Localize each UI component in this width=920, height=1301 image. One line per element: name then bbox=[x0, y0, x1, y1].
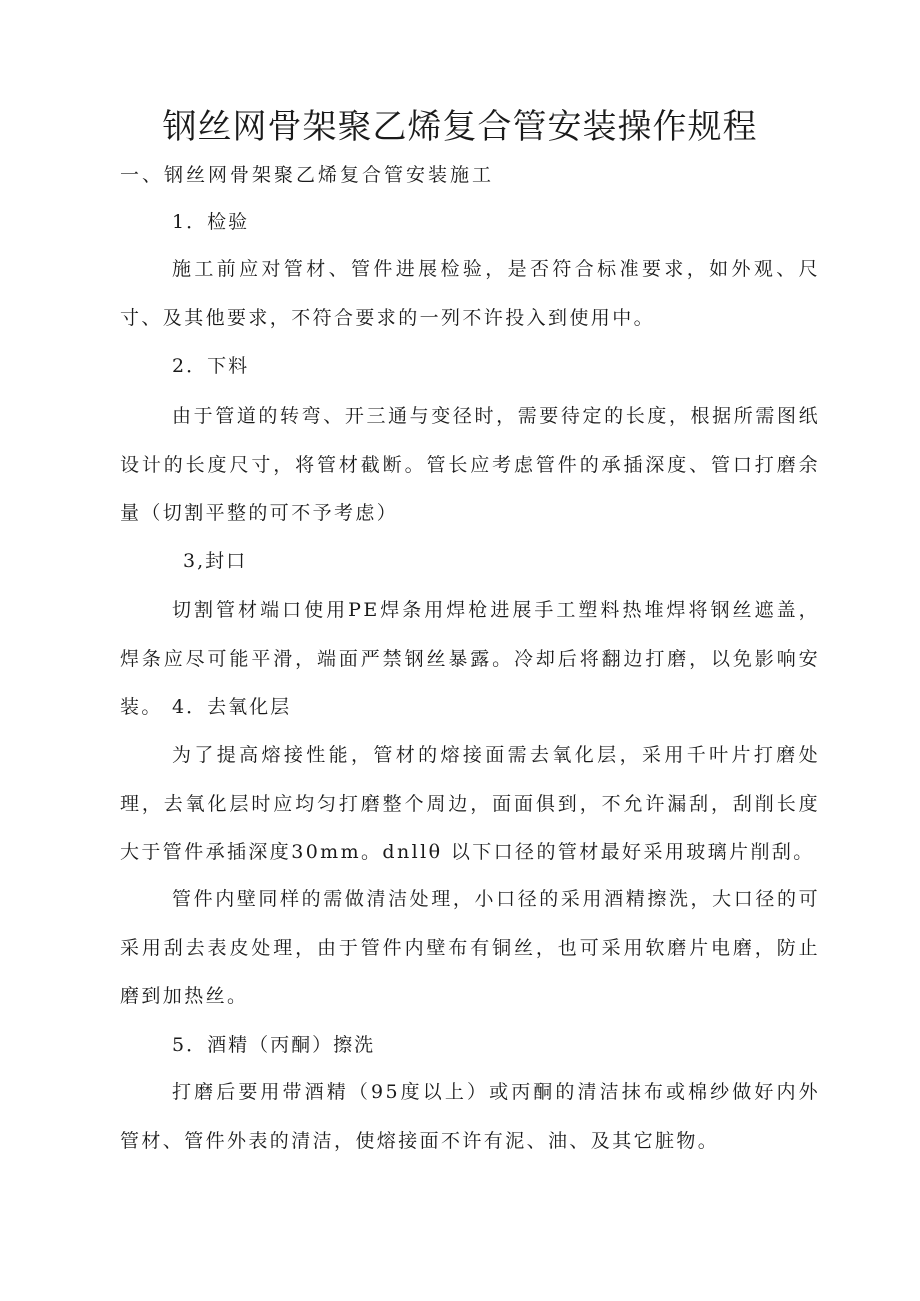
section-heading: 一、钢丝网骨架聚乙烯复合管安装施工 bbox=[120, 164, 495, 186]
item-paragraph-1: 施工前应对管材、管件进展检验，是否符合标准要求，如外观、尺寸、及其他要求，不符合要求的一列不许投入到使用中。 bbox=[120, 258, 820, 329]
item-paragraph-5: 打磨后要用带酒精（95度以上）或丙酮的清洁抹布或棉纱做好内外管材、管件外表的清洁，使熔接面不许有泥、油、及其它脏物。 bbox=[120, 1081, 820, 1152]
item-paragraph-4b: 管件内壁同样的需做清洁处理，小口径的采用酒精擦洗，大口径的可采用刮去表皮处理，由于管件内壁布有铜丝，也可采用软磨片电磨，防止磨到加热丝。 bbox=[120, 888, 820, 1007]
document-title: 钢丝网骨架聚乙烯复合管安装操作规程 bbox=[162, 107, 758, 147]
item-heading-3: 3,封口 bbox=[183, 550, 248, 572]
item-heading-5: 5．酒精（丙酮）擦洗 bbox=[172, 1034, 376, 1056]
item-heading-4: 4．去氧化层 bbox=[172, 696, 292, 718]
item-paragraph-3: 切割管材端口使用PE焊条用焊枪进展手工塑料热堆焊将钢丝遮盖，焊条应尽可能平滑，端面严禁钢丝暴露。冷却后将翻边打磨，以免影响安装。 bbox=[120, 599, 820, 718]
item-paragraph-4a: 为了提高熔接性能，管材的熔接面需去氧化层，采用千叶片打磨处理，去氧化层时应均匀打磨整个周边，面面俱到，不允许漏刮，刮削长度大于管件承插深度30mm。dnllθ 以下口径的管材最好采用玻璃片削刮。 bbox=[120, 744, 820, 863]
item-heading-1: 1．检验 bbox=[172, 211, 250, 233]
item-heading-2: 2．下料 bbox=[172, 355, 250, 377]
item-paragraph-2: 由于管道的转弯、开三通与变径时，需要待定的长度，根据所需图纸设计的长度尺寸，将管材截断。管长应考虑管件的承插深度、管口打磨余量（切割平整的可不予考虑） bbox=[120, 405, 820, 524]
